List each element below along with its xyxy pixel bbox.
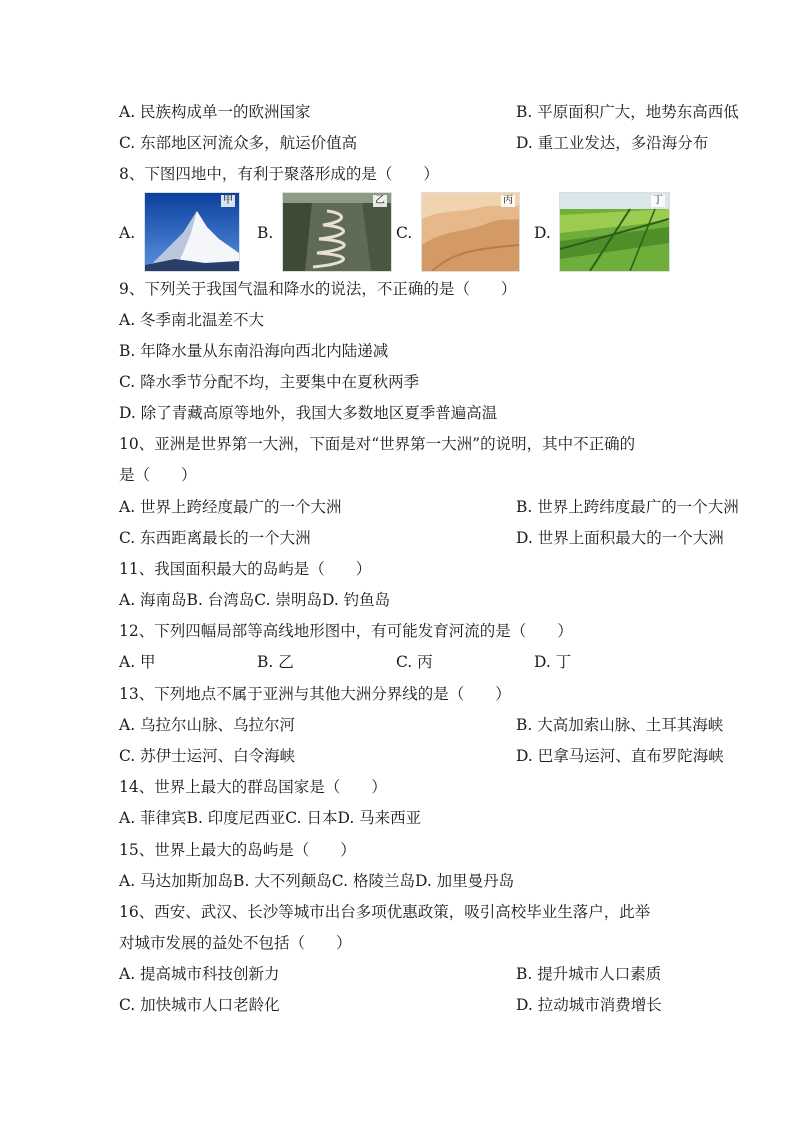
q10-option-a[interactable]: A. 世界上跨经度最广的一个大洲 bbox=[119, 498, 342, 516]
q16-row2 bbox=[119, 995, 662, 1015]
q16-stem-line1: 16、西安、武汉、长沙等城市出台多项优惠政策，吸引高校毕业生落户，此举 bbox=[119, 903, 651, 921]
q12-option-b[interactable]: B. 乙 bbox=[257, 653, 294, 671]
q14-stem: 14、世界上最大的群岛国家是（ ） bbox=[119, 778, 387, 796]
q16-stem-line2: 对城市发展的益处不包括（ ） bbox=[119, 934, 352, 952]
q10-stem-line2: 是（ ） bbox=[119, 466, 197, 484]
q7-option-b[interactable]: B. 平原面积广大，地势东高西低 bbox=[516, 103, 739, 121]
q7-option-a[interactable]: A. 民族构成单一的欧洲国家 bbox=[119, 103, 311, 121]
q13-option-a[interactable]: A. 乌拉尔山脉、乌拉尔河 bbox=[119, 716, 296, 734]
q8-option-d[interactable]: D. bbox=[534, 224, 551, 242]
q8-image-farmland[interactable] bbox=[559, 192, 670, 272]
q10-option-b[interactable]: B. 世界上跨纬度最广的一个大洲 bbox=[516, 498, 739, 516]
q13-option-c[interactable]: C. 苏伊士运河、白令海峡 bbox=[119, 747, 296, 765]
q8-image-mountain[interactable] bbox=[144, 192, 240, 272]
q7-row1 bbox=[119, 102, 739, 122]
q13-option-b[interactable]: B. 大高加索山脉、土耳其海峡 bbox=[516, 716, 724, 734]
q13-stem: 13、下列地点不属于亚洲与其他大洲分界线的是（ ） bbox=[119, 685, 511, 703]
q8-stem: 8、下图四地中，有利于聚落形成的是（ ） bbox=[119, 165, 439, 183]
q12-option-c[interactable]: C. 丙 bbox=[396, 653, 433, 671]
q9-option-c[interactable]: C. 降水季节分配不均，主要集中在夏秋两季 bbox=[119, 373, 420, 391]
q10-row2 bbox=[119, 528, 724, 548]
q8-tag-ding: 丁 bbox=[653, 195, 663, 206]
q12-option-a[interactable]: A. 甲 bbox=[119, 653, 156, 671]
q16-option-a[interactable]: A. 提高城市科技创新力 bbox=[119, 965, 280, 983]
q8-tag-jia: 甲 bbox=[223, 195, 233, 206]
q16-row1 bbox=[119, 964, 662, 984]
q9-option-b[interactable]: B. 年降水量从东南沿海向西北内陆递减 bbox=[119, 342, 389, 360]
q7-row2 bbox=[119, 133, 709, 153]
q8-option-c[interactable]: C. bbox=[396, 224, 413, 242]
q16-option-d[interactable]: D. 拉动城市消费增长 bbox=[516, 996, 662, 1014]
q13-row1 bbox=[119, 715, 724, 735]
q13-row2 bbox=[119, 746, 724, 766]
q15-stem: 15、世界上最大的岛屿是（ ） bbox=[119, 841, 356, 859]
q10-row1 bbox=[119, 497, 739, 517]
q9-option-a[interactable]: A. 冬季南北温差不大 bbox=[119, 311, 265, 329]
q8-tag-bing: 丙 bbox=[503, 195, 513, 206]
q8-tag-yi: 乙 bbox=[375, 195, 385, 206]
q8-image-desert[interactable] bbox=[421, 192, 520, 272]
q14-options[interactable]: A. 菲律宾B. 印度尼西亚C. 日本D. 马来西亚 bbox=[119, 809, 422, 827]
q9-option-d[interactable]: D. 除了青藏高原等地外，我国大多数地区夏季普遍高温 bbox=[119, 404, 498, 422]
q11-options[interactable]: A. 海南岛B. 台湾岛C. 崇明岛D. 钓鱼岛 bbox=[119, 591, 391, 609]
q9-stem: 9、下列关于我国气温和降水的说法，不正确的是（ ） bbox=[119, 280, 517, 298]
q10-option-d[interactable]: D. 世界上面积最大的一个大洲 bbox=[516, 529, 724, 547]
q12-stem: 12、下列四幅局部等高线地形图中，有可能发育河流的是（ ） bbox=[119, 622, 573, 640]
q7-option-d[interactable]: D. 重工业发达，多沿海分布 bbox=[516, 134, 709, 152]
q7-option-c[interactable]: C. 东部地区河流众多，航运价值高 bbox=[119, 134, 358, 152]
q10-option-c[interactable]: C. 东西距离最长的一个大洲 bbox=[119, 529, 311, 547]
q8-option-a[interactable]: A. bbox=[119, 224, 136, 242]
q10-stem-line1: 10、亚洲是世界第一大洲，下面是对“世界第一大洲”的说明，其中不正确的 bbox=[119, 435, 636, 453]
q8-option-b[interactable]: B. bbox=[257, 224, 274, 242]
q16-option-c[interactable]: C. 加快城市人口老龄化 bbox=[119, 996, 280, 1014]
q8-image-winding-road[interactable] bbox=[282, 192, 392, 272]
q13-option-d[interactable]: D. 巴拿马运河、直布罗陀海峡 bbox=[516, 747, 724, 765]
q15-options[interactable]: A. 马达加斯加岛B. 大不列颠岛C. 格陵兰岛D. 加里曼丹岛 bbox=[119, 872, 515, 890]
q12-option-d[interactable]: D. 丁 bbox=[534, 653, 572, 671]
q16-option-b[interactable]: B. 提升城市人口素质 bbox=[516, 965, 662, 983]
q11-stem: 11、我国面积最大的岛屿是（ ） bbox=[119, 560, 372, 578]
